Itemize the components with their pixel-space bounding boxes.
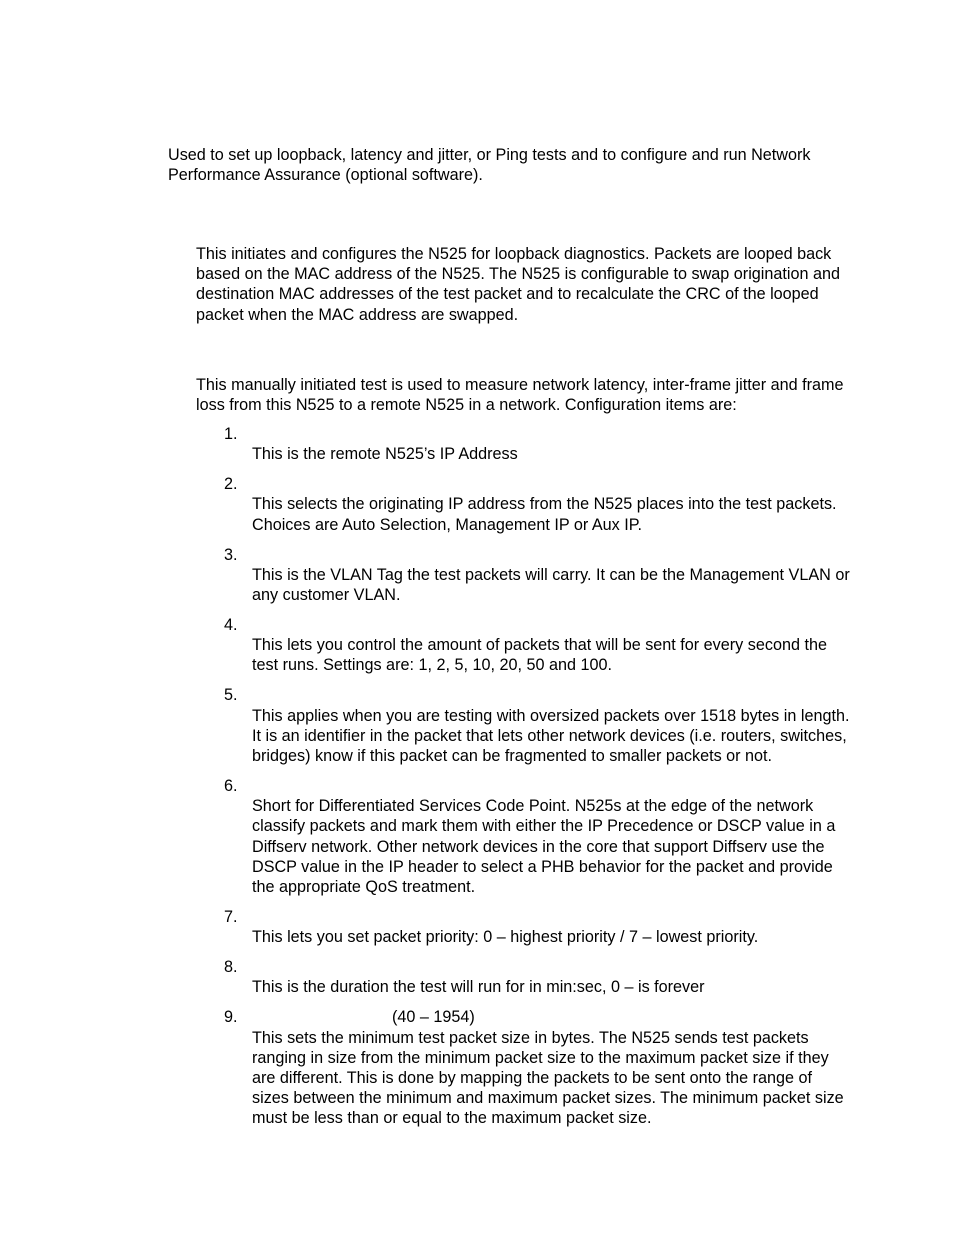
item-heading [224,424,854,444]
item-heading [224,907,854,927]
list-item [224,907,854,947]
list-item [224,957,854,997]
item-heading [224,545,854,565]
item-heading [224,615,854,635]
list-item [224,545,854,606]
item-number: 6. [224,776,238,795]
item-heading: (40 – 1954) [392,1008,475,1027]
item-description: This is the duration the test will run for in min:sec, 0 – is forever [252,978,705,997]
item-description: This sets the minimum test packet size in bytes. The N525 sends test packets ranging in size from the minimum packet size to the maximum packet size if they are different. This is done by mapping the packets to be sent onto the range of sizes between the minimum and maximum packet sizes. The minimum packet size must be less than or equal to the maximum packet size. [252,1028,844,1128]
item-heading [224,957,854,977]
list-item [224,424,854,464]
latency-paragraph: This manually initiated test is used to measure network latency, inter-frame jitter and frame loss from this N525 to a remote N525 in a network. Configuration items are: [196,376,844,415]
item-number: 8. [224,958,238,977]
item-number: 9. [224,1008,238,1027]
item-description: This lets you set packet priority: 0 – highest priority / 7 – lowest priority. [252,928,759,947]
list-item [224,1007,854,1128]
item-number: 2. [224,475,238,494]
item-number: 1. [224,425,238,443]
list-item [224,474,854,535]
list-item [224,685,854,766]
item-number: 3. [224,545,238,564]
configuration-items-list [224,424,854,1138]
item-description: This selects the originating IP address from the N525 places into the test packets. Choices are Auto Selection, Management IP or Aux IP. [252,495,837,534]
loopback-paragraph: This initiates and configures the N525 for loopback diagnostics. Packets are looped back based on the MAC address of the N525. The N525 is configurable to swap origination and destination MAC addresses of the test packet and to recalculate the CRC of the looped packet when the MAC address are swapped. [196,245,841,324]
item-description: This applies when you are testing with oversized packets over 1518 bytes in length. It is an identifier in the packet that lets other network devices (i.e. routers, switches, bridges) know if this packet can be fragmented to smaller packets or not. [252,706,850,765]
item-description: This lets you control the amount of packets that will be sent for every second the test runs. Settings are: 1, 2, 5, 10, 20, 50 and 100. [252,636,827,675]
item-heading [224,474,854,494]
list-item [224,776,854,897]
item-heading [224,685,854,705]
item-heading [224,776,854,796]
item-number: 4. [224,615,238,634]
intro-paragraph: Used to set up loopback, latency and jitter, or Ping tests and to configure and run Network Performance Assurance (optional software). [168,146,811,185]
item-number: 5. [224,686,238,705]
item-number: 7. [224,907,238,926]
item-description: This is the remote N525’s IP Address [252,445,518,464]
item-description: This is the VLAN Tag the test packets will carry. It can be the Management VLAN or any customer VLAN. [252,565,850,604]
item-description: Short for Differentiated Services Code Point. N525s at the edge of the network classify packets and mark them with either the IP Precedence or DSCP value in a Diffserv network. Other network devices in the core that support Diffserv use the DSCP value in the IP header to select a PHB behavior for the packet and provide the appropriate QoS treatment. [252,797,836,896]
list-item [224,615,854,676]
